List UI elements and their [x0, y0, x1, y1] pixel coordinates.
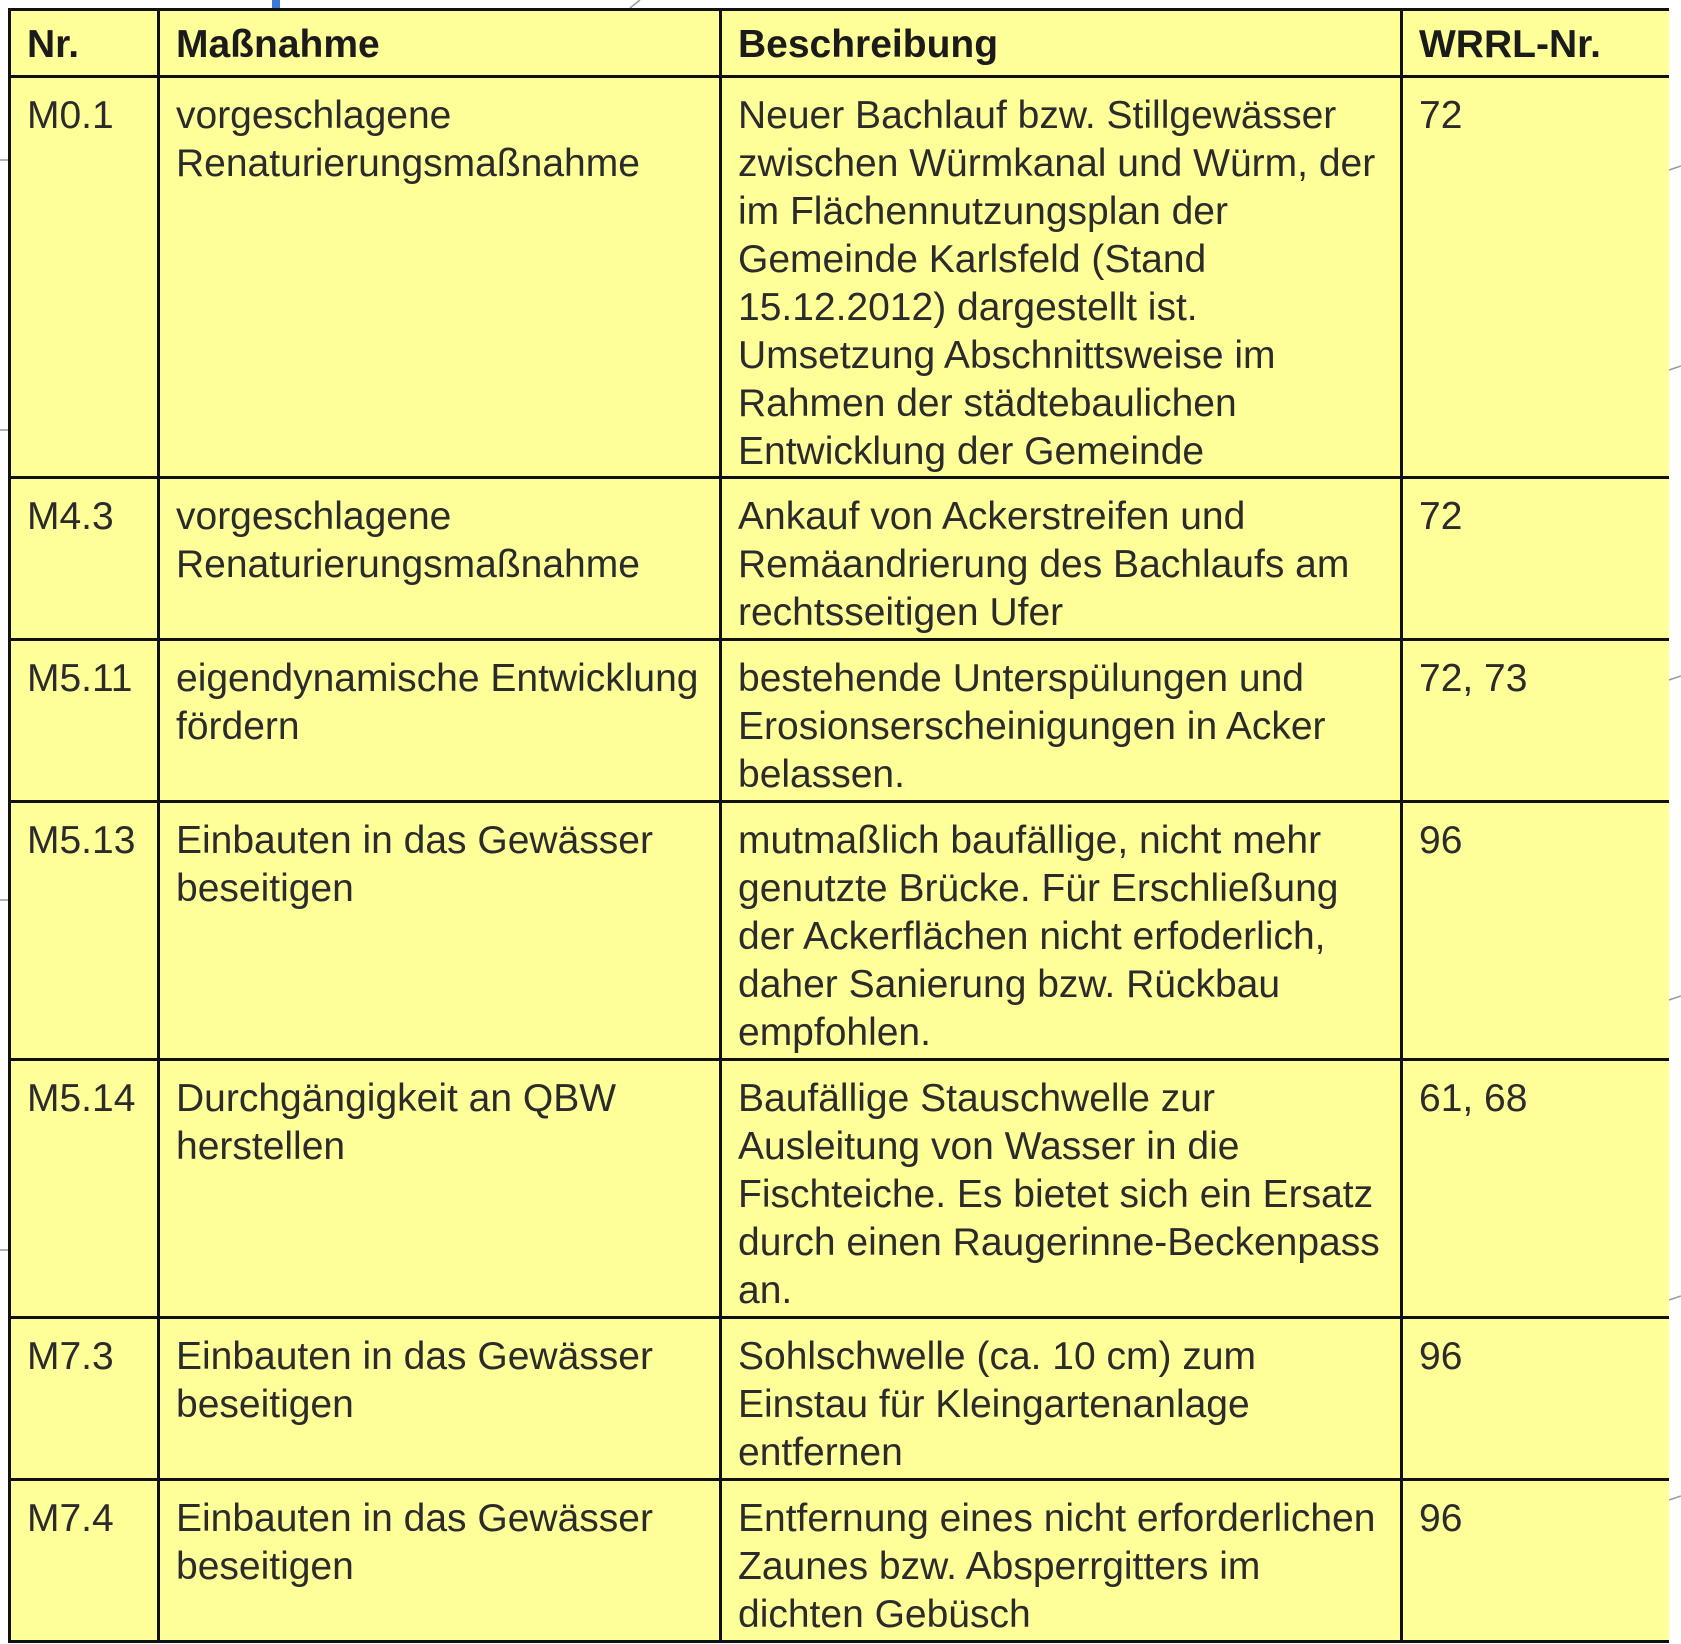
cell-nr: M0.1 — [10, 77, 159, 478]
measures-table — [8, 8, 1669, 1643]
header-massnahme: Maßnahme — [159, 10, 721, 77]
cell-massnahme: Einbauten in das Gewässer beseitigen — [159, 1318, 721, 1480]
table-row — [10, 802, 1670, 1060]
cell-nr: M4.3 — [10, 478, 159, 640]
cell-nr: M5.11 — [10, 640, 159, 802]
cell-massnahme: Einbauten in das Gewässer beseitigen — [159, 1480, 721, 1642]
table-row — [10, 640, 1670, 802]
cell-beschreibung: Entfernung eines nicht erforderlichen Zaunes bzw. Absperrgitters im dichten Gebüsch — [721, 1480, 1402, 1642]
cell-massnahme: eigendynamische Entwicklung fördern — [159, 640, 721, 802]
header-wrrl-nr: WRRL-Nr. — [1402, 10, 1670, 77]
cell-beschreibung: Neuer Bachlauf bzw. Stillgewässer zwischen Würmkanal und Würm, der im Flächennutzungsplan der Gemeinde Karlsfeld (Stand 15.12.2012) dargestellt ist. Umsetzung Abschnittsweise im Rahmen der städtebaulichen Entwicklung der Gemeinde — [721, 77, 1402, 478]
cell-beschreibung: Sohlschwelle (ca. 10 cm) zum Einstau für Kleingartenanlage entfernen — [721, 1318, 1402, 1480]
cell-nr: M5.13 — [10, 802, 159, 1060]
cell-wrrl-nr: 72 — [1402, 478, 1670, 640]
measures-table-container — [8, 8, 1669, 1644]
cell-beschreibung: Ankauf von Ackerstreifen und Remäandrierung des Bachlaufs am rechtsseitigen Ufer — [721, 478, 1402, 640]
cell-beschreibung: Baufällige Stauschwelle zur Ausleitung von Wasser in die Fischteiche. Es bietet sich ein Ersatz durch einen Raugerinne-Beckenpass an. — [721, 1060, 1402, 1318]
cell-beschreibung: bestehende Unterspülungen und Erosionserscheinigungen in Acker belassen. — [721, 640, 1402, 802]
cell-wrrl-nr: 72 — [1402, 77, 1670, 478]
cell-beschreibung: mutmaßlich baufällige, nicht mehr genutzte Brücke. Für Erschließung der Ackerflächen nicht erfoderlich, daher Sanierung bzw. Rückbau empfohlen. — [721, 802, 1402, 1060]
header-nr: Nr. — [10, 10, 159, 77]
cell-nr: M5.14 — [10, 1060, 159, 1318]
cell-nr: M7.4 — [10, 1480, 159, 1642]
cell-wrrl-nr: 72, 73 — [1402, 640, 1670, 802]
cell-massnahme: vorgeschlagene Renaturierungsmaßnahme — [159, 478, 721, 640]
header-beschreibung: Beschreibung — [721, 10, 1402, 77]
table-row — [10, 77, 1670, 478]
cell-wrrl-nr: 61, 68 — [1402, 1060, 1670, 1318]
cell-wrrl-nr: 96 — [1402, 1318, 1670, 1480]
table-row — [10, 1060, 1670, 1318]
cell-massnahme: Durchgängigkeit an QBW herstellen — [159, 1060, 721, 1318]
table-row — [10, 478, 1670, 640]
cell-wrrl-nr: 96 — [1402, 1480, 1670, 1642]
cell-massnahme: Einbauten in das Gewässer beseitigen — [159, 802, 721, 1060]
cell-wrrl-nr: 96 — [1402, 802, 1670, 1060]
cell-nr: M7.3 — [10, 1318, 159, 1480]
table-row — [10, 1318, 1670, 1480]
cell-massnahme: vorgeschlagene Renaturierungsmaßnahme — [159, 77, 721, 478]
table-row — [10, 1480, 1670, 1642]
table-header-row — [10, 10, 1670, 77]
